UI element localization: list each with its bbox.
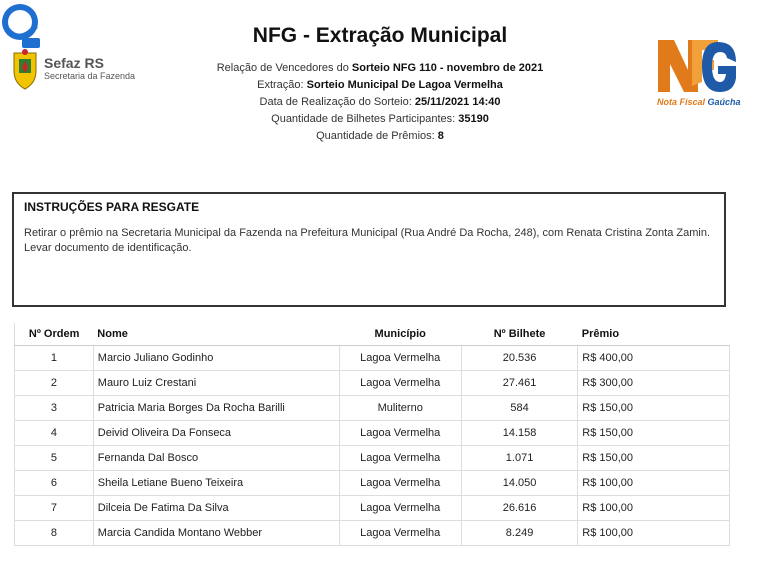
nfg-caption	[657, 97, 741, 107]
info-line-bilhetes	[180, 111, 580, 128]
info-value: Sorteio Municipal De Lagoa Vermelha	[306, 79, 503, 91]
cell-bilhete: 1.071	[461, 446, 577, 471]
col-municipio: Município	[339, 323, 461, 346]
col-premio: Prêmio	[578, 323, 730, 346]
cell-municipio: Lagoa Vermelha	[339, 346, 461, 371]
cell-municipio: Lagoa Vermelha	[339, 471, 461, 496]
cell-bilhete: 27.461	[461, 371, 577, 396]
info-label: Quantidade de Bilhetes Participantes:	[271, 113, 456, 125]
table-row	[15, 396, 730, 421]
table-row	[15, 496, 730, 521]
info-label: Extração:	[257, 79, 304, 91]
cell-municipio: Lagoa Vermelha	[339, 521, 461, 546]
cell-ordem: 8	[15, 521, 94, 546]
nfg-caption-b: Gaúcha	[707, 97, 741, 107]
cell-municipio: Lagoa Vermelha	[339, 421, 461, 446]
cell-bilhete: 26.616	[461, 496, 577, 521]
cell-bilhete: 14.050	[461, 471, 577, 496]
table-row	[15, 471, 730, 496]
cell-premio: R$ 300,00	[578, 371, 730, 396]
cell-nome: Marcia Candida Montano Webber	[93, 521, 339, 546]
info-label: Relação de Vencedores do	[216, 62, 349, 74]
cell-ordem: 6	[15, 471, 94, 496]
info-label: Quantidade de Prêmios:	[316, 130, 435, 142]
info-line-data	[180, 94, 580, 111]
cell-bilhete: 14.158	[461, 421, 577, 446]
table-row	[15, 521, 730, 546]
cell-nome: Sheila Letiane Bueno Teixeira	[93, 471, 339, 496]
report-header	[180, 24, 580, 145]
table-row	[15, 346, 730, 371]
col-ordem: Nº Ordem	[15, 323, 94, 346]
instructions-text: Retirar o prêmio na Secretaria Municipal da Fazenda na Prefeitura Municipal (Rua André Da Rocha, 248), com Renata Cristina Zonta Zamin. Levar documento de identificação.	[24, 227, 710, 254]
cell-premio: R$ 100,00	[578, 496, 730, 521]
info-value: 25/11/2021 14:40	[414, 96, 501, 108]
cell-nome: Deivid Oliveira Da Fonseca	[93, 421, 339, 446]
cell-ordem: 4	[15, 421, 94, 446]
cell-ordem: 7	[15, 496, 94, 521]
cell-ordem: 5	[15, 446, 94, 471]
info-label: Data de Realização do Sorteio:	[259, 96, 412, 108]
table-row	[15, 371, 730, 396]
info-value: 8	[437, 130, 444, 142]
cell-bilhete: 8.249	[461, 521, 577, 546]
page-title: NFG - Extração Municipal	[252, 24, 508, 47]
instructions-box	[12, 192, 726, 307]
info-value: 35190	[458, 113, 489, 125]
cell-bilhete: 20.536	[461, 346, 577, 371]
sefaz-brand	[10, 44, 140, 94]
col-bilhete: Nº Bilhete	[461, 323, 577, 346]
cell-bilhete: 584	[461, 396, 577, 421]
cell-premio: R$ 400,00	[578, 346, 730, 371]
cell-ordem: 1	[15, 346, 94, 371]
cell-nome: Marcio Juliano Godinho	[93, 346, 339, 371]
cell-municipio: Lagoa Vermelha	[339, 371, 461, 396]
col-nome: Nome	[93, 323, 339, 346]
cell-premio: R$ 150,00	[578, 396, 730, 421]
cell-municipio: Lagoa Vermelha	[339, 446, 461, 471]
cell-nome: Patricia Maria Borges Da Rocha Barilli	[93, 396, 339, 421]
cell-ordem: 3	[15, 396, 94, 421]
info-value: Sorteio NFG 110 - novembro de 2021	[351, 62, 544, 74]
nfg-caption-a: Nota Fiscal	[657, 97, 706, 107]
info-line-extracao	[180, 77, 580, 94]
coat-of-arms-icon	[10, 47, 40, 91]
info-line-premios	[180, 128, 580, 145]
cell-nome: Dilceia De Fatima Da Silva	[93, 496, 339, 521]
table-row	[15, 421, 730, 446]
cell-premio: R$ 150,00	[578, 421, 730, 446]
table-header-row	[15, 323, 730, 346]
cell-premio: R$ 100,00	[578, 471, 730, 496]
brand-subtitle: Secretaria da Fazenda	[44, 70, 136, 81]
cell-nome: Fernanda Dal Bosco	[93, 446, 339, 471]
info-line-sorteio	[180, 60, 580, 77]
cell-nome: Mauro Luiz Crestani	[93, 371, 339, 396]
cell-premio: R$ 150,00	[578, 446, 730, 471]
cell-ordem: 2	[15, 371, 94, 396]
brand-name: Sefaz RS	[44, 55, 104, 72]
cell-municipio: Muliterno	[339, 396, 461, 421]
instructions-heading: INSTRUÇÕES PARA RESGATE	[24, 200, 200, 214]
cell-municipio: Lagoa Vermelha	[339, 496, 461, 521]
cell-premio: R$ 100,00	[578, 521, 730, 546]
winners-table	[14, 323, 730, 546]
table-row	[15, 446, 730, 471]
